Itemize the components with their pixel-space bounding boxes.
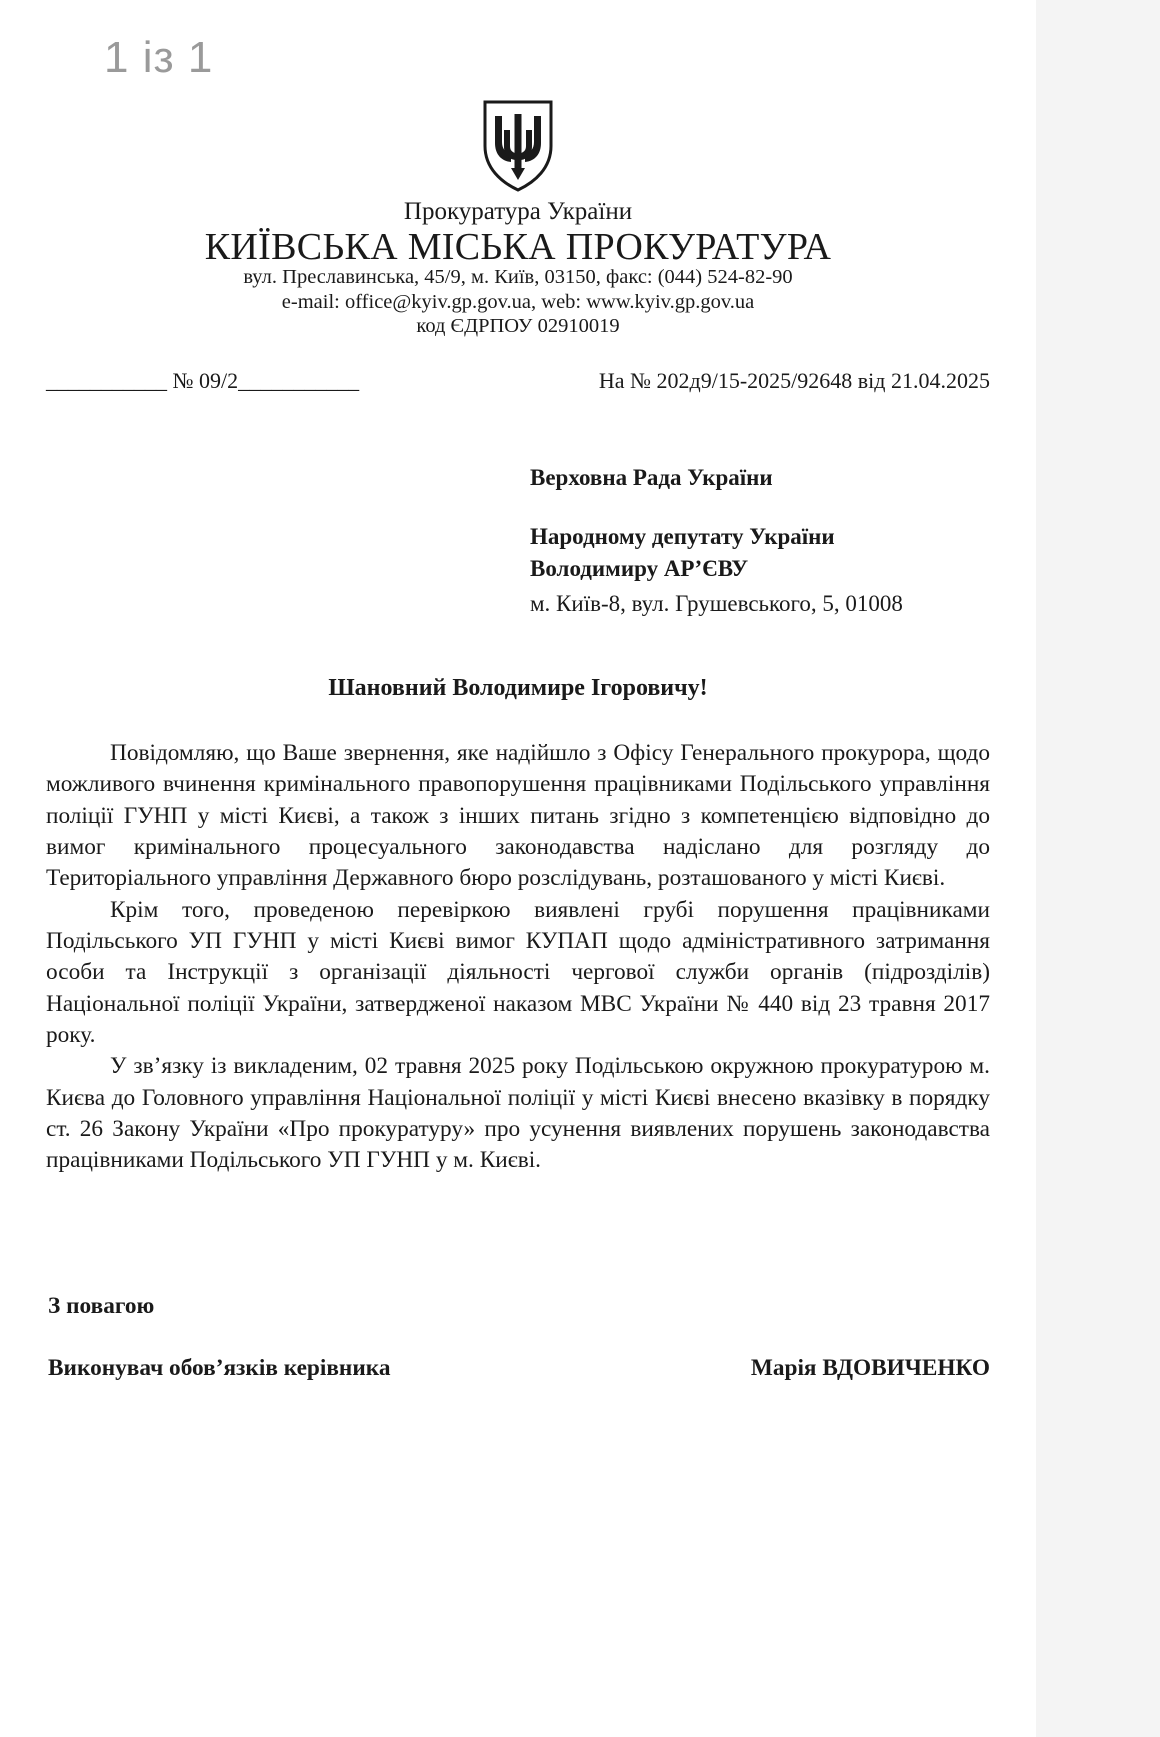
body-paragraph: У зв’язку із викладеним, 02 травня 2025 року Подільською окружною прокуратурою м. Києва до Головного управління Національної поліції у місті Києві внесено вказівку в порядку ст. 26 Закону України «Про прокуратуру» про усунення виявлених порушень законодавства працівниками Подільського УП ГУНП у м. Києві. [46, 1053, 990, 1174]
signatory-name: Марія ВДОВИЧЕНКО [750, 1355, 990, 1381]
page-edge-strip [1036, 0, 1160, 1737]
organization-superline: Прокуратура України [403, 198, 633, 225]
organization-address: вул. Преславинська, 45/9, м. Київ, 03150, факс: (044) 524-82-90 [243, 266, 793, 288]
signature-regards: З повагою [48, 1293, 155, 1319]
ukraine-trident-emblem [0, 100, 1036, 197]
addressee-person: Володимиру АР’ЄВУ [530, 556, 749, 582]
body-paragraph: Крім того, проведеною перевіркою виявлені грубі порушення працівниками Подільського УП ГУНП у місті Києві вимог КУПАП щодо адміністративного затримання особи та Інструкції з організації діяльності чергової служби органів (підрозділів) Національної поліції України, затвердженої наказом МВС України № 440 від 23 травня 2017 року. [46, 896, 990, 1048]
addressee-address: м. Київ-8, вул. Грушевського, 5, 01008 [530, 590, 903, 616]
incoming-reference-number: На № 202д9/15-2025/92648 від 21.04.2025 [598, 368, 990, 393]
addressee-role: Народному депутату України [530, 523, 835, 549]
reference-row [46, 368, 990, 394]
outgoing-reference-number: ___________ № 09/2___________ [46, 368, 360, 393]
organization-contacts: e-mail: office@kyiv.gp.gov.ua, web: www.kyiv.gp.gov.ua [281, 291, 755, 313]
page-counter: 1 із 1 [104, 33, 214, 82]
body-paragraph: Повідомляю, що Ваше звернення, яке надійшло з Офісу Генерального прокурора, щодо можливого вчинення кримінального правопорушення працівниками Подільського управління поліції ГУНП у місті Києві, а також з інших питань згідно з компетенцією відповідно до вимог кримінального процесуального законодавства надіслано для розгляду до Територіального управління Державного бюро розслідувань, розташованого у місті Києві. [46, 740, 990, 892]
organization-registry-code: код ЄДРПОУ 02910019 [416, 315, 620, 337]
addressee-institution: Верховна Рада України [530, 465, 773, 490]
salutation: Шановний Володимире Ігоровичу! [328, 675, 708, 701]
signatory-position: Виконувач обов’язків керівника [48, 1355, 391, 1381]
organization-title: КИЇВСЬКА МІСЬКА ПРОКУРАТУРА [204, 226, 832, 268]
letter-body [46, 738, 990, 1177]
signature-row [48, 1355, 990, 1382]
addressee-block [530, 462, 1000, 621]
